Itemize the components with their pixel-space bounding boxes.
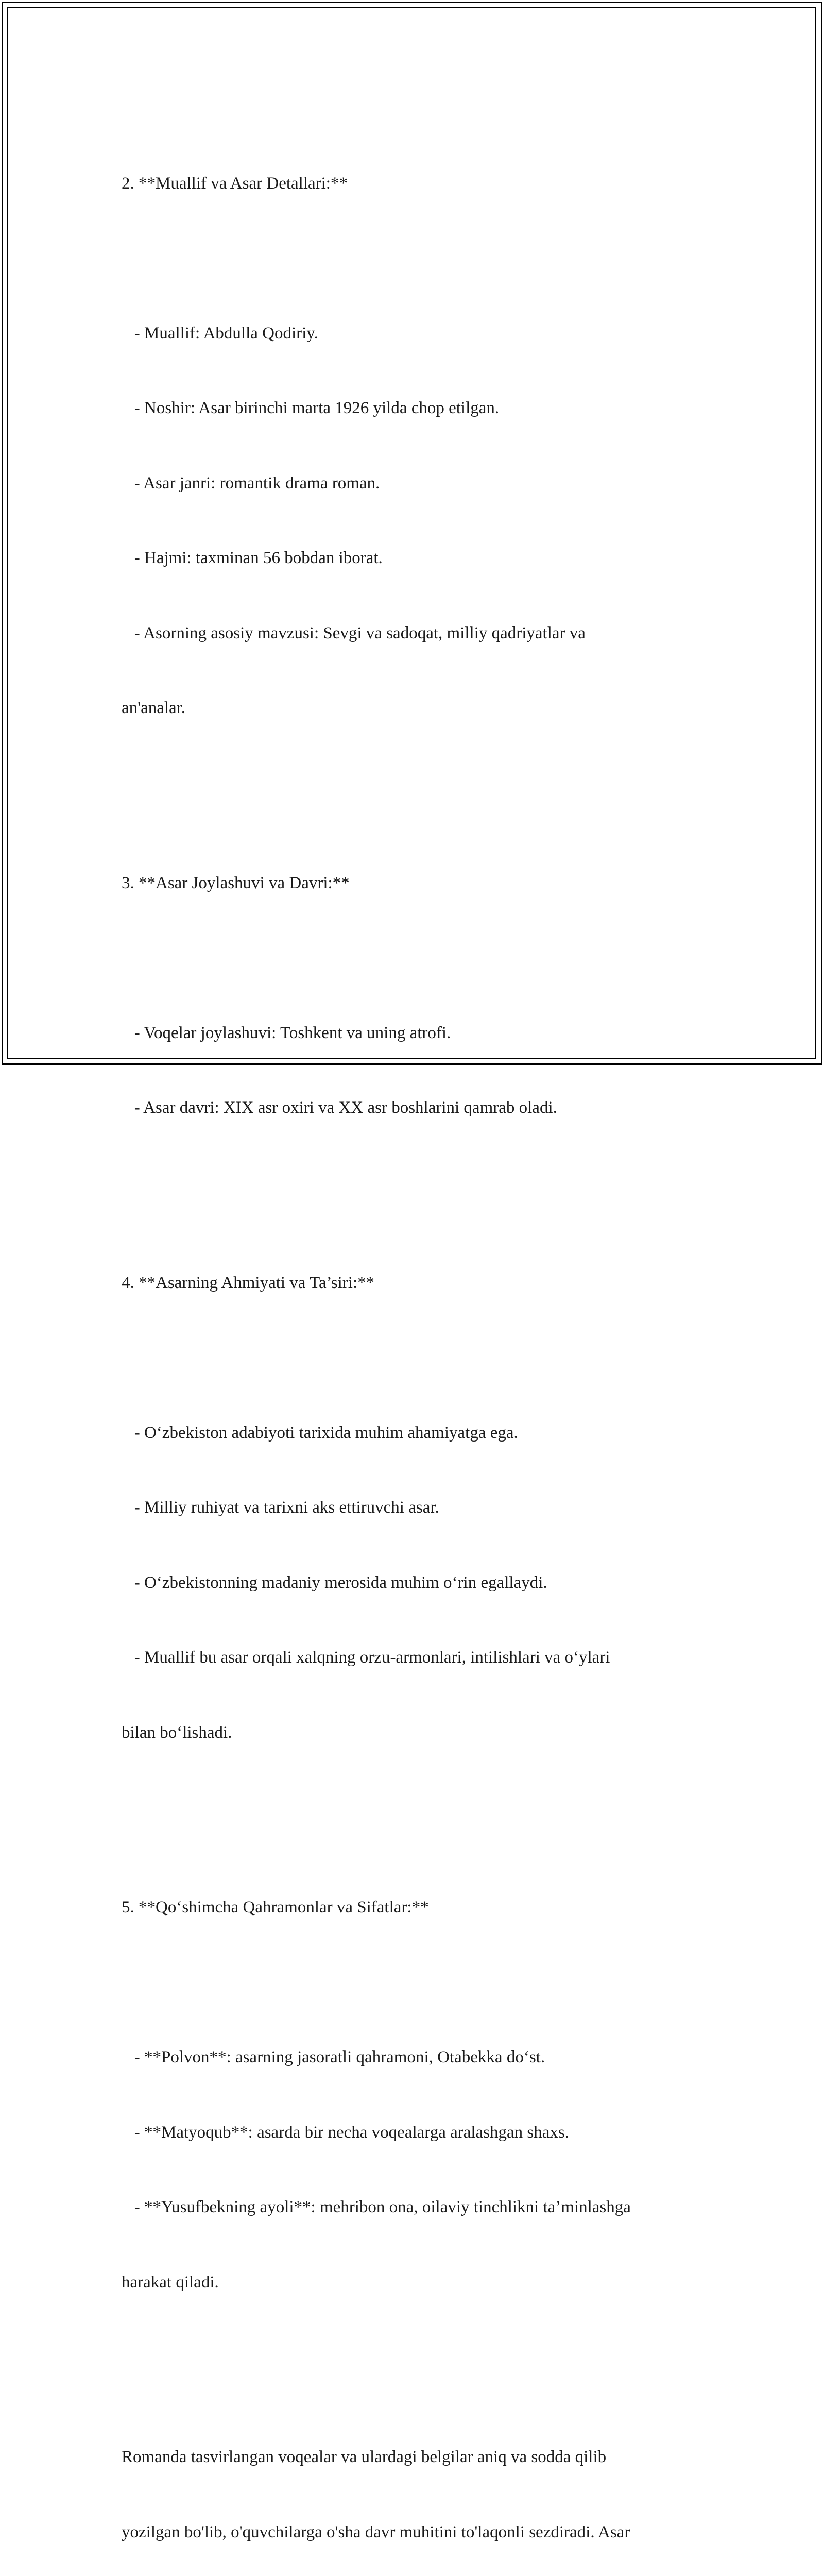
list-item: - Voqelar joylashuvi: Toshkent va uning atrofi. xyxy=(122,1023,451,1042)
blank-line xyxy=(122,1171,714,1196)
section-heading: 5. **Qo‘shimcha Qahramonlar va Sifatlar:** xyxy=(122,1898,429,1917)
blank-line xyxy=(122,771,714,796)
list-item: - Noshir: Asar birinchi marta 1926 yilda chop etilgan. xyxy=(122,399,500,417)
blank-line xyxy=(122,945,714,971)
list-item: - Milliy ruhiyat va tarixni aks ettiruvchi asar. xyxy=(122,1498,439,1517)
list-item-continuation: an'analar. xyxy=(122,699,186,717)
list-item: - **Yusufbekning ayoli**: mehribon ona, oilaviy tinchlikni ta’minlashga xyxy=(122,2198,631,2216)
list-item: - Hajmi: taxminan 56 bobdan iborat. xyxy=(122,549,383,567)
list-item: - **Matyoqub**: asarda bir necha voqealarga aralashgan shaxs. xyxy=(122,2123,570,2142)
list-item: - Asar davri: XIX asr oxiri va XX asr boshlarini qamrab oladi. xyxy=(122,1098,557,1117)
blank-line xyxy=(122,2345,714,2370)
list-item: - Muallif: Abdulla Qodiriy. xyxy=(122,324,318,343)
section-heading: 4. **Asarning Ahmiyati va Ta’siri:** xyxy=(122,1273,375,1292)
section-heading: 2. **Muallif va Asar Detallari:** xyxy=(122,174,348,193)
paragraph-line: Romanda tasvirlangan voqealar va ulardagi belgilar aniq va sodda qilib xyxy=(122,2448,607,2466)
list-item-continuation: bilan bo‘lishadi. xyxy=(122,1723,232,1742)
list-item: - Muallif bu asar orqali xalqning orzu-armonlari, intilishlari va o‘ylari xyxy=(122,1648,610,1667)
document-body xyxy=(122,96,714,2576)
list-item: - **Polvon**: asarning jasoratli qahramoni, Otabekka do‘st. xyxy=(122,2048,545,2066)
blank-line xyxy=(122,1970,714,1995)
list-item: - O‘zbekiston adabiyoti tarixida muhim ahamiyatga ega. xyxy=(122,1423,518,1442)
section-heading: 3. **Asar Joylashuvi va Davri:** xyxy=(122,873,350,892)
list-item: - Asorning asosiy mavzusi: Sevgi va sadoqat, milliy qadriyatlar va xyxy=(122,623,586,642)
blank-line xyxy=(122,1345,714,1370)
list-item: - Asar janri: romantik drama roman. xyxy=(122,473,380,493)
list-item-continuation: harakat qiladi. xyxy=(122,2273,219,2292)
blank-line xyxy=(122,1795,714,1820)
list-item: - O‘zbekistonning madaniy merosida muhim o‘rin egallaydi. xyxy=(122,1573,547,1592)
blank-line xyxy=(122,246,714,271)
paragraph-line: yozilgan bo'lib, o'quvchilarga o'sha davr muhitini to'laqonli sezdiradi. Asar xyxy=(122,2522,630,2541)
